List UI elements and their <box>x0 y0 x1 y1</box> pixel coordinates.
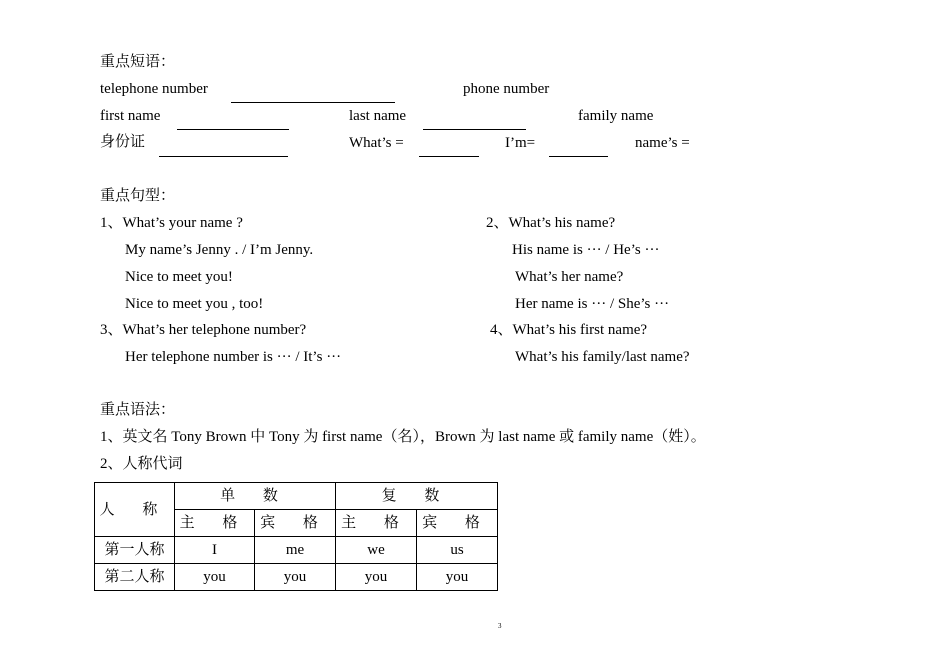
header-plural-subject: 主 格 <box>336 510 417 537</box>
blank-telephone-number <box>231 102 395 103</box>
sentence-q3: 3、What’s her telephone number? <box>100 322 307 338</box>
cell-singular-subject: you <box>175 564 255 591</box>
table-row <box>95 564 498 591</box>
sentence-q1: 1、What’s your name ? <box>100 215 243 231</box>
phrase-first-name: first name <box>100 108 161 124</box>
page-number: 3 <box>498 622 502 630</box>
blank-whats <box>419 156 479 157</box>
phrases-heading: 重点短语： <box>100 54 176 70</box>
cell-person: 第一人称 <box>95 537 175 564</box>
header-plural: 复 数 <box>336 483 498 510</box>
cell-plural-object: you <box>417 564 498 591</box>
cell-singular-subject: I <box>175 537 255 564</box>
cell-plural-object: us <box>417 537 498 564</box>
phrase-telephone-number: telephone number <box>100 81 208 97</box>
sentences-heading: 重点句型： <box>100 188 176 204</box>
header-plural-object: 宾 格 <box>417 510 498 537</box>
sentence-q1-answer-2: Nice to meet you! <box>125 269 233 285</box>
phrase-family-name: family name <box>578 108 654 124</box>
phrase-im: I’m= <box>505 135 536 151</box>
table-header-row <box>95 483 498 510</box>
sentence-q2-answer-1: His name is ··· / He’s ··· <box>512 242 660 258</box>
sentence-q2: 2、What’s his name? <box>486 215 616 231</box>
cell-singular-object: you <box>255 564 336 591</box>
table-row <box>95 537 498 564</box>
phrase-last-name: last name <box>349 108 407 124</box>
header-person: 人 称 <box>95 483 175 537</box>
header-singular-subject: 主 格 <box>175 510 255 537</box>
sentence-q4-answer-1: What’s his family/last name? <box>515 349 690 365</box>
grammar-heading: 重点语法： <box>100 402 176 418</box>
sentence-q3-answer-1: Her telephone number is ··· / It’s ··· <box>125 349 342 365</box>
phrase-names: name’s = <box>635 135 690 151</box>
header-singular: 单 数 <box>175 483 336 510</box>
blank-id-card <box>159 156 288 157</box>
blank-first-name <box>177 129 289 130</box>
grammar-point-1: 1、英文名 Tony Brown 中 Tony 为 first name（名），Brown 为 last name 或 family name（姓）。 <box>100 429 706 445</box>
cell-person: 第二人称 <box>95 564 175 591</box>
sentence-q1-answer-1: My name’s Jenny . / I’m Jenny. <box>125 242 314 258</box>
cell-plural-subject: you <box>336 564 417 591</box>
blank-last-name <box>423 129 526 130</box>
pronoun-table <box>94 482 498 591</box>
sentence-q1-answer-3: Nice to meet you , too! <box>125 296 264 312</box>
grammar-point-2: 2、人称代词 <box>100 456 183 472</box>
cell-singular-object: me <box>255 537 336 564</box>
phrase-phone-number: phone number <box>463 81 550 97</box>
blank-im <box>549 156 608 157</box>
sentence-q2-answer-2: What’s her name? <box>515 269 624 285</box>
sentence-q2-answer-3: Her name is ··· / She’s ··· <box>515 296 670 312</box>
header-singular-object: 宾 格 <box>255 510 336 537</box>
phrase-whats: What’s = <box>349 135 404 151</box>
cell-plural-subject: we <box>336 537 417 564</box>
phrase-id-card: 身份证 <box>100 134 146 150</box>
sentence-q4: 4、What’s his first name? <box>490 322 648 338</box>
